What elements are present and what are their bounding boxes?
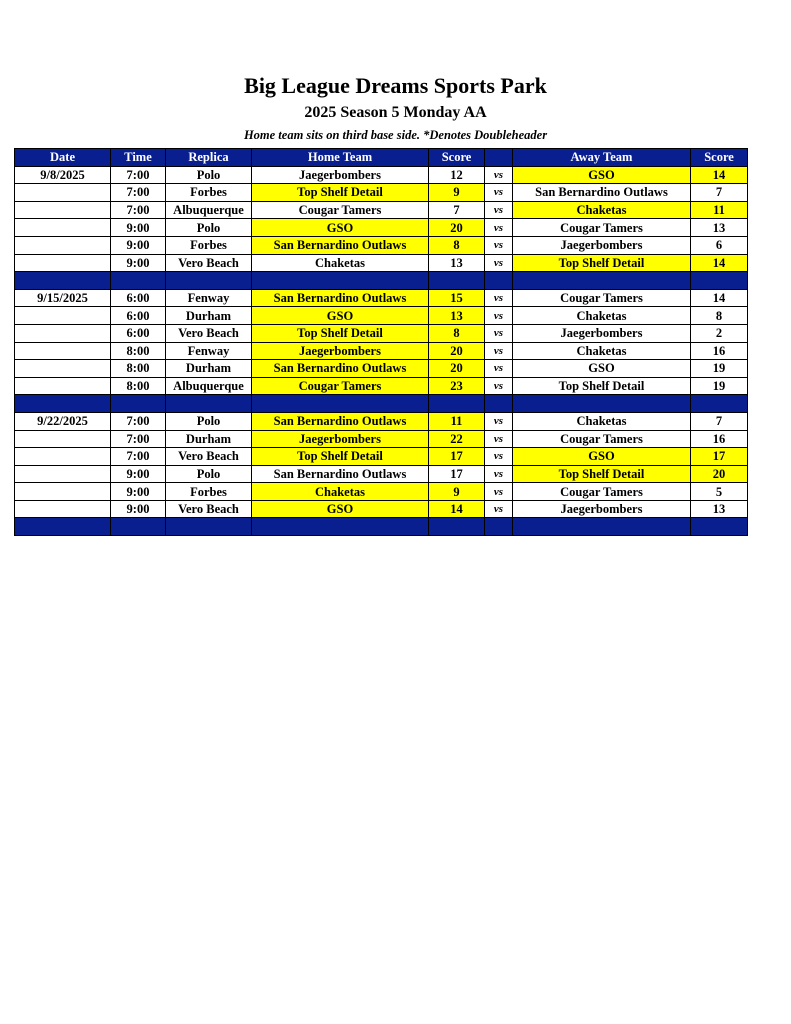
time-cell: 9:00: [111, 254, 166, 272]
separator-cell: [111, 272, 166, 290]
vs-cell: vs: [485, 342, 513, 360]
replica-cell: Vero Beach: [166, 324, 252, 342]
date-cell: [15, 465, 111, 483]
week-separator-row: [15, 518, 748, 536]
time-cell: 9:00: [111, 236, 166, 254]
header-away-score: Score: [691, 149, 748, 167]
vs-cell: vs: [485, 324, 513, 342]
home-team-cell: Jaegerbombers: [252, 430, 429, 448]
separator-cell: [513, 272, 691, 290]
schedule-note: Home team sits on third base side. *Denotes Doubleheader: [243, 128, 548, 142]
date-cell: [15, 360, 111, 378]
replica-cell: Forbes: [166, 236, 252, 254]
separator-cell: [691, 395, 748, 413]
date-cell: 9/8/2025: [15, 166, 111, 184]
date-cell: [15, 500, 111, 518]
time-cell: 7:00: [111, 448, 166, 466]
away-score-cell: 20: [691, 465, 748, 483]
header-vs: [485, 149, 513, 167]
time-cell: 7:00: [111, 166, 166, 184]
time-cell: 6:00: [111, 289, 166, 307]
game-row: [15, 465, 748, 483]
away-score-cell: 8: [691, 307, 748, 325]
separator-cell: [15, 395, 111, 413]
separator-cell: [15, 272, 111, 290]
home-score-cell: 8: [429, 324, 485, 342]
home-score-cell: 9: [429, 184, 485, 202]
home-score-cell: 17: [429, 465, 485, 483]
game-row: [15, 324, 748, 342]
away-team-cell: Chaketas: [513, 342, 691, 360]
game-row: [15, 254, 748, 272]
away-team-cell: Jaegerbombers: [513, 500, 691, 518]
replica-cell: Durham: [166, 430, 252, 448]
home-score-cell: 9: [429, 483, 485, 501]
away-score-cell: 7: [691, 184, 748, 202]
game-row: [15, 448, 748, 466]
away-team-cell: San Bernardino Outlaws: [513, 184, 691, 202]
away-score-cell: 2: [691, 324, 748, 342]
home-team-cell: San Bernardino Outlaws: [252, 465, 429, 483]
header-row: [15, 149, 748, 167]
header-home-team: Home Team: [252, 149, 429, 167]
vs-cell: vs: [485, 465, 513, 483]
replica-cell: Albuquerque: [166, 201, 252, 219]
separator-cell: [429, 272, 485, 290]
date-cell: [15, 448, 111, 466]
time-cell: 6:00: [111, 324, 166, 342]
separator-cell: [166, 272, 252, 290]
time-cell: 9:00: [111, 483, 166, 501]
game-row: [15, 201, 748, 219]
away-team-cell: Cougar Tamers: [513, 430, 691, 448]
vs-cell: vs: [485, 448, 513, 466]
home-team-cell: Jaegerbombers: [252, 166, 429, 184]
replica-cell: Polo: [166, 412, 252, 430]
home-score-cell: 22: [429, 430, 485, 448]
header-replica: Replica: [166, 149, 252, 167]
vs-cell: vs: [485, 184, 513, 202]
schedule-table: [14, 148, 748, 536]
game-row: [15, 166, 748, 184]
time-cell: 7:00: [111, 430, 166, 448]
home-score-cell: 20: [429, 360, 485, 378]
schedule-body: [15, 166, 748, 535]
away-team-cell: GSO: [513, 166, 691, 184]
vs-cell: vs: [485, 412, 513, 430]
home-team-cell: San Bernardino Outlaws: [252, 289, 429, 307]
away-score-cell: 19: [691, 360, 748, 378]
home-team-cell: GSO: [252, 219, 429, 237]
time-cell: 9:00: [111, 500, 166, 518]
separator-cell: [485, 395, 513, 413]
game-row: [15, 412, 748, 430]
game-row: [15, 236, 748, 254]
home-score-cell: 13: [429, 307, 485, 325]
date-cell: [15, 236, 111, 254]
replica-cell: Albuquerque: [166, 377, 252, 395]
replica-cell: Forbes: [166, 184, 252, 202]
replica-cell: Vero Beach: [166, 254, 252, 272]
home-team-cell: Chaketas: [252, 483, 429, 501]
home-score-cell: 13: [429, 254, 485, 272]
away-score-cell: 13: [691, 219, 748, 237]
home-score-cell: 7: [429, 201, 485, 219]
away-score-cell: 7: [691, 412, 748, 430]
date-cell: [15, 324, 111, 342]
replica-cell: Forbes: [166, 483, 252, 501]
header-time: Time: [111, 149, 166, 167]
away-team-cell: GSO: [513, 448, 691, 466]
home-score-cell: 8: [429, 236, 485, 254]
home-team-cell: Cougar Tamers: [252, 201, 429, 219]
time-cell: 9:00: [111, 219, 166, 237]
game-row: [15, 342, 748, 360]
away-score-cell: 11: [691, 201, 748, 219]
home-score-cell: 15: [429, 289, 485, 307]
home-team-cell: Top Shelf Detail: [252, 184, 429, 202]
away-score-cell: 14: [691, 166, 748, 184]
date-cell: 9/22/2025: [15, 412, 111, 430]
week-separator-row: [15, 272, 748, 290]
replica-cell: Polo: [166, 166, 252, 184]
away-team-cell: Top Shelf Detail: [513, 377, 691, 395]
away-team-cell: Cougar Tamers: [513, 289, 691, 307]
vs-cell: vs: [485, 254, 513, 272]
header-home-score: Score: [429, 149, 485, 167]
separator-cell: [111, 518, 166, 536]
away-score-cell: 5: [691, 483, 748, 501]
away-team-cell: Jaegerbombers: [513, 236, 691, 254]
away-team-cell: Chaketas: [513, 201, 691, 219]
separator-cell: [252, 518, 429, 536]
away-score-cell: 19: [691, 377, 748, 395]
game-row: [15, 500, 748, 518]
away-team-cell: Top Shelf Detail: [513, 254, 691, 272]
away-score-cell: 14: [691, 289, 748, 307]
separator-cell: [15, 518, 111, 536]
week-separator-row: [15, 395, 748, 413]
home-team-cell: GSO: [252, 500, 429, 518]
away-team-cell: Jaegerbombers: [513, 324, 691, 342]
date-cell: [15, 430, 111, 448]
home-team-cell: Cougar Tamers: [252, 377, 429, 395]
away-team-cell: Chaketas: [513, 412, 691, 430]
game-row: [15, 360, 748, 378]
separator-cell: [252, 272, 429, 290]
replica-cell: Vero Beach: [166, 500, 252, 518]
away-team-cell: Cougar Tamers: [513, 219, 691, 237]
date-cell: [15, 219, 111, 237]
vs-cell: vs: [485, 289, 513, 307]
separator-cell: [166, 518, 252, 536]
vs-cell: vs: [485, 500, 513, 518]
home-team-cell: San Bernardino Outlaws: [252, 360, 429, 378]
page-title: Big League Dreams Sports Park: [244, 73, 547, 98]
away-team-cell: Chaketas: [513, 307, 691, 325]
away-score-cell: 16: [691, 430, 748, 448]
home-team-cell: GSO: [252, 307, 429, 325]
home-score-cell: 23: [429, 377, 485, 395]
separator-cell: [513, 518, 691, 536]
replica-cell: Durham: [166, 307, 252, 325]
home-team-cell: Chaketas: [252, 254, 429, 272]
date-cell: [15, 483, 111, 501]
time-cell: 7:00: [111, 184, 166, 202]
separator-cell: [485, 272, 513, 290]
replica-cell: Fenway: [166, 289, 252, 307]
time-cell: 8:00: [111, 377, 166, 395]
time-cell: 8:00: [111, 342, 166, 360]
home-team-cell: Top Shelf Detail: [252, 448, 429, 466]
separator-cell: [429, 395, 485, 413]
date-cell: [15, 201, 111, 219]
away-score-cell: 14: [691, 254, 748, 272]
time-cell: 7:00: [111, 412, 166, 430]
home-score-cell: 12: [429, 166, 485, 184]
home-score-cell: 17: [429, 448, 485, 466]
vs-cell: vs: [485, 360, 513, 378]
home-score-cell: 14: [429, 500, 485, 518]
date-cell: [15, 184, 111, 202]
date-cell: [15, 342, 111, 360]
game-row: [15, 289, 748, 307]
vs-cell: vs: [485, 236, 513, 254]
page-subtitle: 2025 Season 5 Monday AA: [304, 104, 487, 121]
replica-cell: Polo: [166, 465, 252, 483]
game-row: [15, 307, 748, 325]
replica-cell: Vero Beach: [166, 448, 252, 466]
game-row: [15, 430, 748, 448]
date-cell: 9/15/2025: [15, 289, 111, 307]
away-score-cell: 16: [691, 342, 748, 360]
away-team-cell: Top Shelf Detail: [513, 465, 691, 483]
separator-cell: [429, 518, 485, 536]
home-team-cell: Top Shelf Detail: [252, 324, 429, 342]
time-cell: 7:00: [111, 201, 166, 219]
home-team-cell: Jaegerbombers: [252, 342, 429, 360]
away-score-cell: 17: [691, 448, 748, 466]
home-team-cell: San Bernardino Outlaws: [252, 412, 429, 430]
vs-cell: vs: [485, 166, 513, 184]
home-team-cell: San Bernardino Outlaws: [252, 236, 429, 254]
replica-cell: Fenway: [166, 342, 252, 360]
away-team-cell: Cougar Tamers: [513, 483, 691, 501]
away-team-cell: GSO: [513, 360, 691, 378]
date-cell: [15, 377, 111, 395]
replica-cell: Durham: [166, 360, 252, 378]
separator-cell: [513, 395, 691, 413]
vs-cell: vs: [485, 307, 513, 325]
replica-cell: Polo: [166, 219, 252, 237]
separator-cell: [166, 395, 252, 413]
separator-cell: [691, 272, 748, 290]
header-date: Date: [15, 149, 111, 167]
separator-cell: [252, 395, 429, 413]
home-score-cell: 11: [429, 412, 485, 430]
vs-cell: vs: [485, 377, 513, 395]
vs-cell: vs: [485, 219, 513, 237]
vs-cell: vs: [485, 430, 513, 448]
separator-cell: [691, 518, 748, 536]
date-cell: [15, 254, 111, 272]
time-cell: 9:00: [111, 465, 166, 483]
game-row: [15, 483, 748, 501]
home-score-cell: 20: [429, 342, 485, 360]
game-row: [15, 184, 748, 202]
time-cell: 6:00: [111, 307, 166, 325]
date-cell: [15, 307, 111, 325]
home-score-cell: 20: [429, 219, 485, 237]
header-away-team: Away Team: [513, 149, 691, 167]
separator-cell: [111, 395, 166, 413]
separator-cell: [485, 518, 513, 536]
time-cell: 8:00: [111, 360, 166, 378]
vs-cell: vs: [485, 483, 513, 501]
away-score-cell: 6: [691, 236, 748, 254]
away-score-cell: 13: [691, 500, 748, 518]
game-row: [15, 377, 748, 395]
game-row: [15, 219, 748, 237]
vs-cell: vs: [485, 201, 513, 219]
